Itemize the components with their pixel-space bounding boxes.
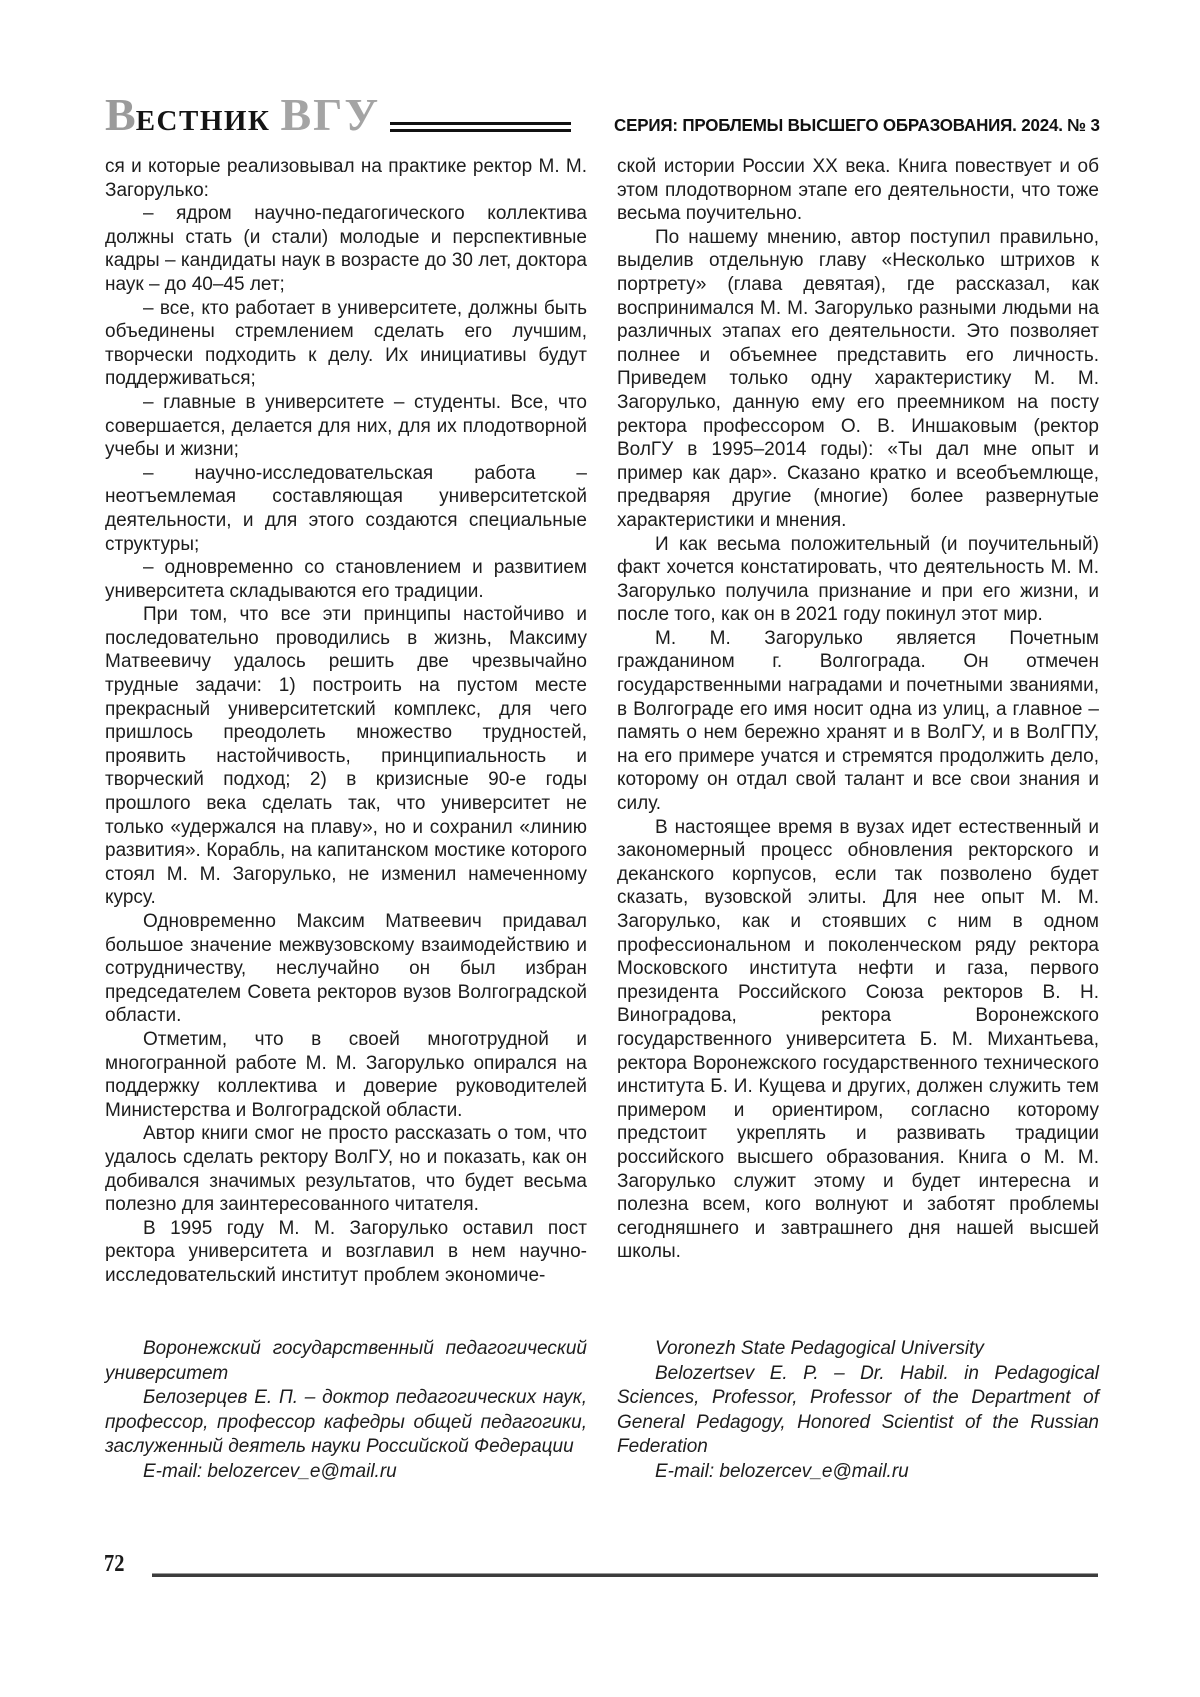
paragraph: И как весьма положительный (и поучительный) факт хочется констатировать, что деятельность М. М. Загорулько получила признание и при его жизни, и после того, как он в 2021 году покинул этот мир. xyxy=(617,533,1099,626)
logo-vgu: ВГУ xyxy=(280,89,381,140)
author-email: E-mail: belozercev_e@mail.ru xyxy=(143,1460,397,1482)
paragraph: По нашему мнению, автор поступил правильно, выделив отдельную главу «Несколько штрихов к портрету» (глава девятая), где рассказал, как воспринимался М. М. Загорулько разными людьми на различных этапах его деятельности. Это позволяет полнее и объемнее представить его личность. Приведем только одну характеристику М. М. Загорулько, данную ему его преемником на посту ректора профессором О. В. Иншаковым (ректор ВолГУ в 1995–2014 годы): «Ты дал мне опыт и пример как дар». Сказано кратко и всеобъемлюще, предваряя другие (многие) более развернутые характеристики и мнения. xyxy=(617,226,1099,531)
paragraph: Одновременно Максим Матвеевич придавал большое значение межвузовскому взаимодействию и сотрудничеству, неслучайно он был избран председателем Совета ректоров вузов Волгоградской области. xyxy=(105,911,587,1027)
paragraph: В настоящее время в вузах идет естественный и закономерный процесс обновления ректорского и деканского корпусов, если так позволено будет сказать, вузовской элиты. Для нее опыт М. М. Загорулько, как и стоявших с ним в одном профессиональном и поколенческом ряду ректора Московского института нефти и газа, первого президента Российского Союза ректоров В. Н. Виноградова, ректора Воронежского государственного университета Б. М. Михантьева, ректора Воронежского государственного технического института Б. И. Кущева и других, должен служить тем примером и ориентиром, согласно которому предстоит укреплять и развивать традиции российского высшего образования. Книга о М. М. Загорулько служит этому и будет интересна и полезна всем, кого волнуют и заботят проблемы сегодняшнего и завтрашнего дня нашей высшей школы. xyxy=(617,816,1099,1263)
paragraph: При том, что все эти принципы настойчиво и последовательно проводились в жизнь, Максиму Матвеевичу удалось решить две чрезвычайно трудные задачи: 1) построить на пустом месте прекрасный университетский комплекс, для чего пришлось преодолеть множество трудностей, проявить настойчивость, принципиальность и творческий подход; 2) в кризисные 90-е годы прошлого века сделать так, что университет не только «удержался на плаву», но и сохранил «линию развития». Корабль, на капитанском мостике которого стоял М. М. Загорулько, не изменил намеченному курсу. xyxy=(105,604,587,909)
paragraph: – главные в университете – студенты. Все, что совершается, делается для них, для их плодотворной учебы и жизни; xyxy=(105,391,587,461)
author-info: Белозерцев Е. П. – доктор педагогических наук, профессор, профессор кафедры общей педагогики, заслуженный деятель науки Российской Федерации xyxy=(105,1387,587,1457)
author-email: E-mail: belozercev_e@mail.ru xyxy=(655,1460,909,1482)
paragraph: Автор книги смог не просто рассказать о том, что удалось сделать ректору ВолГУ, но и показать, как он добивался значимых результатов, что будет весьма полезно для заинтересованного читателя. xyxy=(105,1123,587,1216)
journal-logo xyxy=(105,89,381,140)
paragraph: – научно-исследовательская работа – неотъемлемая составляющая университетской деятельности, и для этого создаются специальные структуры; xyxy=(105,462,587,555)
paragraph: ской истории России XX века. Книга повествует и об этом плодотворном этапе его деятельности, что тоже весьма поучительно. xyxy=(617,156,1099,225)
header-double-rule xyxy=(390,122,571,132)
author-info: Belozertsev E. P. – Dr. Habil. in Pedagogical Sciences, Professor, Professor of the Department of General Pedagogy, Honored Scientist of the Russian Federation xyxy=(617,1362,1099,1457)
paragraph: В 1995 году М. М. Загорулько оставил пост ректора университета и возглавил в нем научно-исследовательский институт проблем экономиче- xyxy=(105,1217,587,1286)
article-body xyxy=(105,155,1100,1305)
left-column xyxy=(105,155,587,1305)
paragraph: – все, кто работает в университете, должны быть объединены стремлением сделать его лучшим, творчески подходить к делу. Их инициативы будут поддерживаться; xyxy=(105,297,587,390)
paragraph: Отметим, что в своей многотрудной и многогранной работе М. М. Загорулько опирался на поддержку коллектива и доверие руководителей Министерства и Волгоградской области. xyxy=(105,1028,587,1121)
footnote-english xyxy=(617,1337,1099,1484)
page-number: 72 xyxy=(104,1551,125,1577)
footer-rule xyxy=(152,1573,1098,1577)
footnote-russian xyxy=(105,1337,587,1484)
affiliation: Воронежский государственный педагогический университет xyxy=(105,1338,587,1384)
page-header xyxy=(105,89,1100,140)
paragraph: – ядром научно-педагогического коллектива должны стать (и стали) молодые и перспективные кадры – кандидаты наук в возрасте до 30 лет, доктора наук – до 40–45 лет; xyxy=(105,203,587,295)
logo-word-rest: ЕСТНИК xyxy=(135,105,271,137)
series-title: СЕРИЯ: ПРОБЛЕМЫ ВЫСШЕГО ОБРАЗОВАНИЯ. 2024. № 3 xyxy=(614,115,1100,135)
right-column xyxy=(617,155,1099,1305)
paragraph: – одновременно со становлением и развитием университета складываются его традиции. xyxy=(105,557,587,602)
paragraph: ся и которые реализовывал на практике ректор М. М. Загорулько: xyxy=(105,156,587,201)
affiliation: Voronezh State Pedagogical University xyxy=(655,1338,984,1359)
author-footnotes xyxy=(105,1337,1100,1484)
paragraph: М. М. Загорулько является Почетным гражданином г. Волгограда. Он отмечен государственными наградами и почетными званиями, в Волгограде его имя носит одна из улиц, а главное – память о нем бережно хранят и в ВолГУ, и в ВолГПУ, на его примере учатся и стремятся продолжить дело, которому он отдал свой талант и все свои знания и силу. xyxy=(617,627,1099,815)
logo-initial: В xyxy=(105,89,136,140)
